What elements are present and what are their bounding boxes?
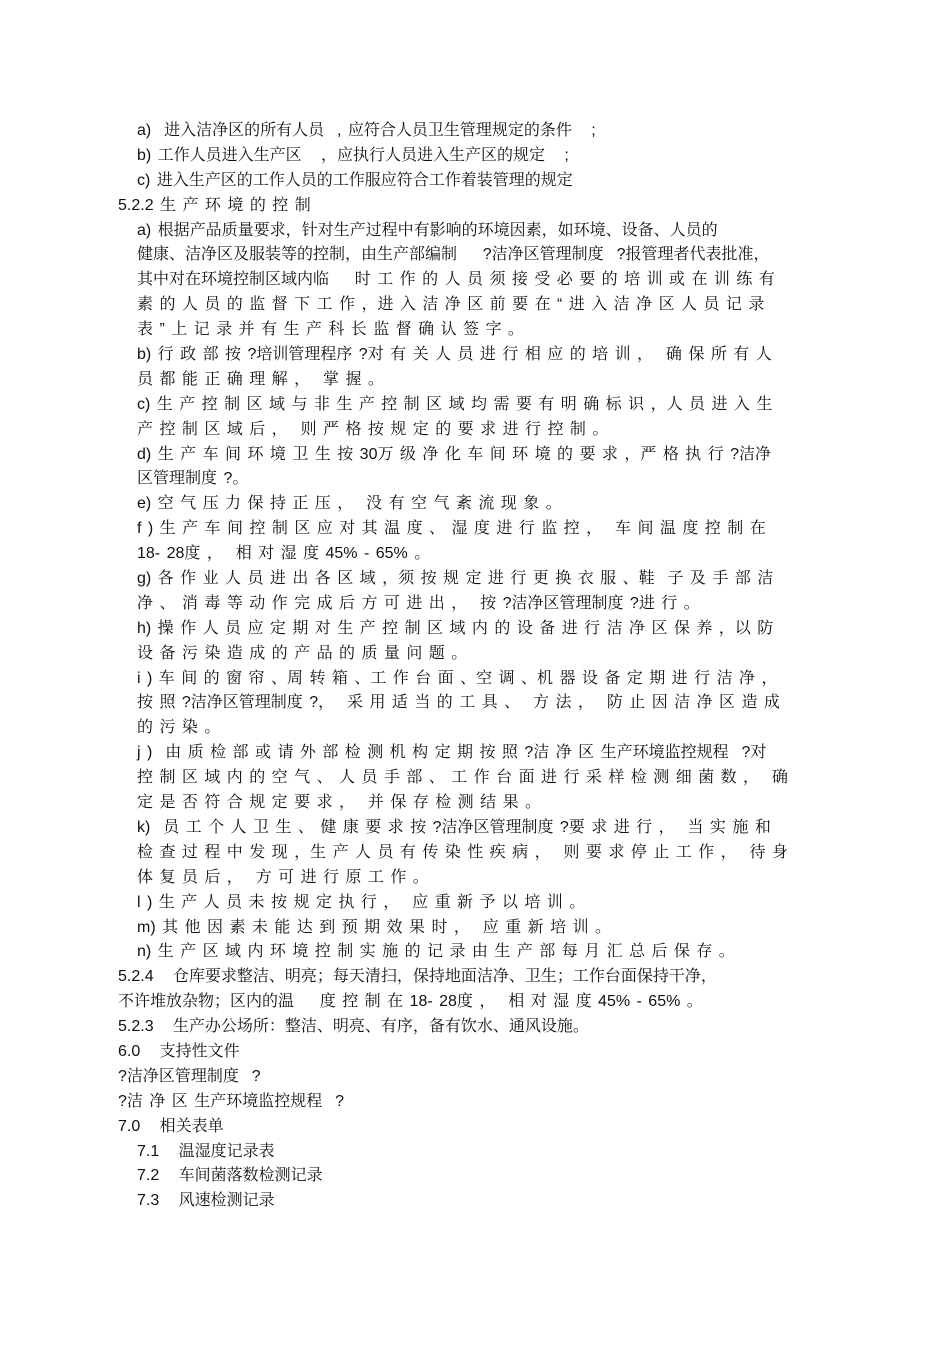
env-item-h-continued: 设 备 污 染 造 成 的 产 品 的 质 量 问 题 。 [137, 644, 468, 662]
env-item-l: l ) 生 产 人 员 未 按 规 定 执 行 ， 应 重 新 予 以 培 训 。 [137, 893, 586, 911]
env-item-b: b) 行 政 部 按 ?培训管理程序 ?对 有 关 人 员 进 行 相 应 的 培 训 ， 确 保 所 有 人 [137, 346, 772, 364]
env-item-g-continued: 净 、 消 毒 等 动 作 完 成 后 方 可 进 出 ， 按 ?洁净区管理制度 ?进 行 。 [137, 594, 700, 612]
env-item-j-continued: 定 是 否 符 合 规 定 要 求 ， 并 保 存 检 测 结 果 。 [137, 794, 542, 812]
env-item-m: m) 其 他 因 素 未 能 达 到 预 期 效 果 时 ， 应 重 新 培 训 。 [137, 918, 612, 936]
personnel-item-c: c) 进入生产区的工作人员的工作服应符合工作着装管理的规定 [137, 171, 573, 189]
env-item-a-continued: 健康、洁净区及服装等的控制，由生产部编制 ?洁净区管理制度 ?报管理者代表批准， [137, 246, 770, 264]
section-5-2-4: 5.2.4 仓库要求整洁、明亮；每天清扫，保持地面洁净、卫生；工作台面保持干净， [118, 968, 717, 986]
section-heading-5-2-2: 5.2.2 生 产 环 境 的 控 制 [118, 196, 311, 214]
section-heading-7-0: 7.0 相关表单 [118, 1117, 224, 1135]
env-item-i: i ) 车 间 的 窗 帘 、周 转 箱 、工 作 台 面 、空 调 、机 器 设 备 定 期 进 行 洁 净 ， [137, 669, 778, 687]
personnel-item-b: b) 工作人员进入生产区 ，应执行人员进入生产区的规定 ; [137, 146, 569, 164]
env-item-d-continued: 区管理制度 ?。 [137, 470, 249, 488]
env-item-f-continued: 18- 28度 ， 相 对 湿 度 45% - 65% 。 [137, 545, 431, 563]
env-item-f: f ) 生 产 车 间 控 制 区 应 对 其 温 度 、 湿 度 进 行 监 控 ， 车 间 温 度 控 制 在 [137, 520, 766, 538]
env-item-c-continued: 产 控 制 区 域 后 ， 则 严 格 按 规 定 的 要 求 进 行 控 制 。 [137, 420, 609, 438]
env-item-d: d) 生 产 车 间 环 境 卫 生 按 30万 级 净 化 车 间 环 境 的 要 求 ，严 格 执 行 ?洁净 [137, 445, 772, 463]
form-item-7-2: 7.2 车间菌落数检测记录 [137, 1167, 323, 1185]
document-body [0, 119, 950, 1214]
supporting-doc-2: ?洁 净 区 生产环境监控规程 ? [118, 1092, 345, 1110]
env-item-c: c) 生 产 控 制 区 域 与 非 生 产 控 制 区 域 均 需 要 有 明 确 标 识 ，人 员 进 入 生 [137, 395, 773, 413]
supporting-doc-1: ?洁净区管理制度 ? [118, 1067, 261, 1085]
env-item-a-continued: 其中对在环境控制区域内临 时 工 作 的 人 员 须 接 受 必 要 的 培 训 或 在 训 练 有 [137, 271, 775, 289]
env-item-b-continued: 员 都 能 正 确 理 解 ， 掌 握 。 [137, 370, 384, 388]
env-item-j: j ) 由 质 检 部 或 请 外 部 检 测 机 构 定 期 按 照 ?洁 净 区 生产环境监控规程 ?对 [137, 744, 767, 762]
env-item-i-continued: 的 污 染 。 [137, 719, 221, 737]
env-item-i-continued: 按 照 ?洁净区管理制度 ?， 采 用 适 当 的 工 具 、 方 法 ， 防 止 因 洁 净 区 造 成 [137, 694, 780, 712]
section-5-2-4-continued: 不许堆放杂物；区内的温 度 控 制 在 18- 28度 ， 相 对 湿 度 45% - 65% 。 [118, 993, 703, 1011]
env-item-k: k) 员 工 个 人 卫 生 、 健 康 要 求 按 ?洁净区管理制度 ?要 求 进 行 ， 当 实 施 和 [137, 818, 771, 836]
env-item-e: e) 空 气 压 力 保 持 正 压 ， 没 有 空 气 紊 流 现 象 。 [137, 495, 562, 513]
env-item-a-continued: 表 ” 上 记 录 并 有 生 产 科 长 监 督 确 认 签 字 。 [137, 321, 524, 339]
section-heading-6-0: 6.0 支持性文件 [118, 1042, 240, 1060]
form-item-7-1: 7.1 温湿度记录表 [137, 1142, 275, 1160]
personnel-item-a: a) 进入洁净区的所有人员 , 应符合人员卫生管理规定的条件 ; [137, 122, 596, 139]
form-item-7-3: 7.3 风速检测记录 [137, 1192, 275, 1210]
env-item-a-continued: 素 的 人 员 的 监 督 下 工 作 ，进 入 洁 净 区 前 要 在 “ 进 入 洁 净 区 人 员 记 录 [137, 296, 765, 314]
env-item-k-continued: 体 复 员 后 ， 方 可 进 行 原 工 作 。 [137, 868, 429, 886]
env-item-j-continued: 控 制 区 域 内 的 空 气 、 人 员 手 部 、 工 作 台 面 进 行 采 样 检 测 细 菌 数 ， 确 [137, 769, 788, 787]
env-item-k-continued: 检 查 过 程 中 发 现 ，生 产 人 员 有 传 染 性 疾 病 ， 则 要 求 停 止 工 作 ， 待 身 [137, 843, 788, 861]
env-item-g: g) 各 作 业 人 员 进 出 各 区 域 ，须 按 规 定 进 行 更 换 衣 服 、鞋 子 及 手 部 洁 [137, 570, 774, 588]
section-5-2-3: 5.2.3 生产办公场所：整洁、明亮、有序，备有饮水、通风设施。 [118, 1018, 589, 1036]
env-item-n: n) 生 产 区 域 内 环 境 控 制 实 施 的 记 录 由 生 产 部 每 月 汇 总 后 保 存 。 [137, 943, 735, 961]
env-item-h: h) 操 作 人 员 应 定 期 对 生 产 控 制 区 域 内 的 设 备 进 行 洁 净 区 保 养 ，以 防 [137, 619, 774, 637]
env-item-a: a) 根据产品质量要求，针对生产过程中有影响的环境因素，如环境、设备、人员的 [137, 221, 718, 239]
